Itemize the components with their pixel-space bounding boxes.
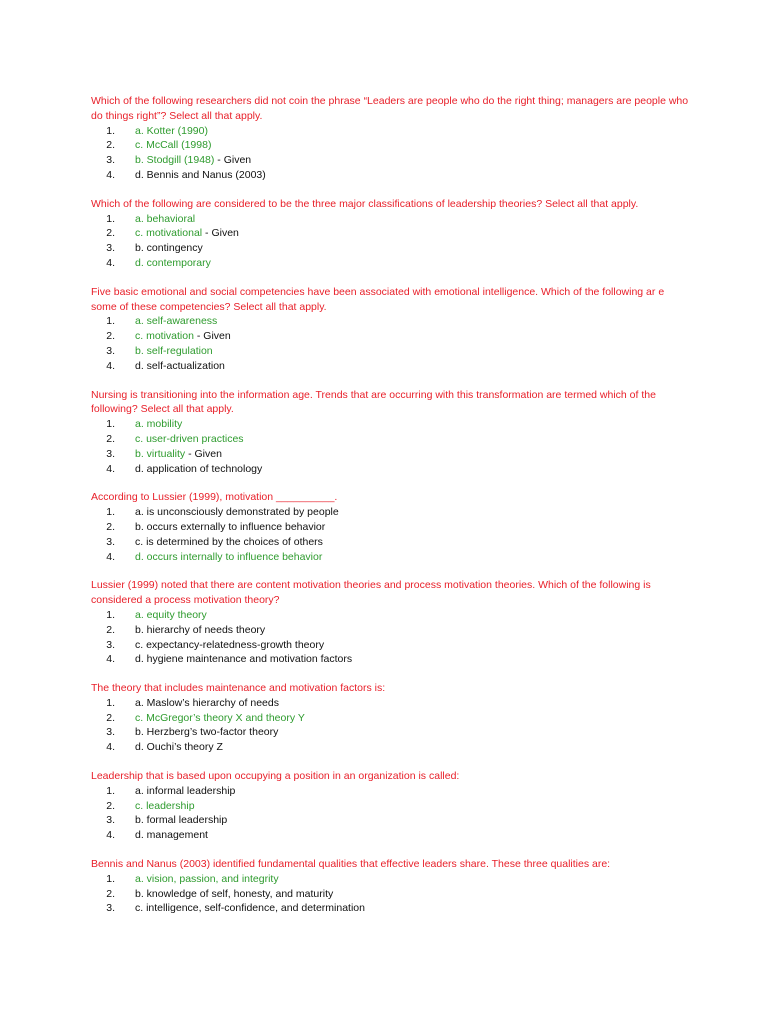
option-list: [91, 212, 691, 271]
given-note: - Given: [193, 330, 231, 343]
option-content: [135, 447, 222, 462]
option-text: d. self-actualization: [135, 359, 225, 372]
list-item: [91, 226, 691, 241]
question-block: [91, 681, 691, 755]
list-item: [91, 901, 691, 916]
list-item: [91, 535, 691, 550]
list-item: [91, 417, 691, 432]
option-number: 1.: [106, 696, 115, 709]
option-content: [135, 711, 305, 726]
list-item: [91, 153, 691, 168]
option-content: [135, 241, 203, 256]
option-text-highlighted: c. leadership: [135, 799, 195, 812]
option-list: [91, 417, 691, 476]
option-number: 2.: [106, 623, 115, 636]
option-content: [135, 623, 265, 638]
option-number: 2.: [106, 799, 115, 812]
option-content: [135, 417, 182, 432]
option-number: 3.: [106, 447, 115, 460]
option-content: [135, 124, 208, 139]
option-number: 1.: [106, 315, 115, 328]
option-text-highlighted: c. motivation: [135, 330, 194, 343]
option-text: b. contingency: [135, 242, 203, 255]
option-text-highlighted: d. contemporary: [135, 256, 211, 269]
option-content: [135, 168, 266, 183]
option-content: [135, 740, 223, 755]
question-text: Nursing is transitioning into the information age. Trends that are occurring with this transformation are termed which of the following? Select all that apply.: [91, 388, 656, 416]
option-number: 4.: [106, 829, 115, 842]
list-item: [91, 828, 691, 843]
option-number: 3.: [106, 638, 115, 651]
list-item: [91, 696, 691, 711]
question-block: [91, 388, 691, 477]
option-number: 2.: [106, 139, 115, 152]
option-content: [135, 872, 279, 887]
option-text: d. Bennis and Nanus (2003): [135, 168, 266, 181]
option-content: [135, 901, 365, 916]
option-text-highlighted: a. equity theory: [135, 608, 207, 621]
option-text-highlighted: c. motivational: [135, 227, 203, 240]
option-content: [135, 813, 227, 828]
option-text: c. intelligence, self-confidence, and determination: [135, 902, 365, 915]
list-item: [91, 256, 691, 271]
option-number: 4.: [106, 168, 115, 181]
option-number: 1.: [106, 418, 115, 431]
list-item: [91, 359, 691, 374]
option-list: [91, 696, 691, 755]
list-item: [91, 784, 691, 799]
option-number: 4.: [106, 741, 115, 754]
question-block: [91, 490, 691, 564]
list-item: [91, 813, 691, 828]
list-item: [91, 462, 691, 477]
option-list: [91, 872, 691, 916]
question-block: [91, 857, 691, 916]
list-item: [91, 505, 691, 520]
option-text-highlighted: a. mobility: [135, 418, 183, 431]
list-item: [91, 432, 691, 447]
list-item: [91, 711, 691, 726]
question-text: Lussier (1999) noted that there are content motivation theories and process motivation theories. Which of the following is considered a process motivation theory?: [91, 579, 651, 607]
list-item: [91, 623, 691, 638]
option-list: [91, 124, 691, 183]
given-note: - Given: [202, 227, 239, 240]
option-text-highlighted: b. Stodgill (1948): [135, 154, 215, 167]
option-text: d. management: [135, 829, 208, 842]
option-list: [91, 608, 691, 667]
option-content: [135, 828, 208, 843]
option-text: d. hygiene maintenance and motivation factors: [135, 653, 353, 666]
option-text: a. is unconsciously demonstrated by people: [135, 506, 339, 519]
option-content: [135, 359, 225, 374]
option-text-highlighted: a. Kotter (1990): [135, 124, 208, 137]
list-item: [91, 344, 691, 359]
option-content: [135, 550, 322, 565]
list-item: [91, 138, 691, 153]
option-number: 4.: [106, 550, 115, 563]
option-number: 3.: [106, 902, 115, 915]
question-block: [91, 197, 691, 271]
option-number: 1.: [106, 872, 115, 885]
option-content: [135, 652, 352, 667]
option-number: 4.: [106, 359, 115, 372]
list-item: [91, 638, 691, 653]
option-content: [135, 799, 195, 814]
option-number: 2.: [106, 432, 115, 445]
option-content: [135, 329, 231, 344]
question-block: [91, 578, 691, 667]
option-content: [135, 153, 251, 168]
option-text: b. occurs externally to influence behavior: [135, 520, 326, 533]
option-content: [135, 535, 323, 550]
given-note: - Given: [214, 154, 252, 167]
option-content: [135, 462, 262, 477]
option-content: [135, 887, 333, 902]
option-number: 3.: [106, 726, 115, 739]
question-text: According to Lussier (1999), motivation __________.: [91, 491, 338, 504]
option-text: b. knowledge of self, honesty, and maturity: [135, 887, 334, 900]
option-text: d. Ouchi’s theory Z: [135, 741, 223, 754]
question-text: Which of the following researchers did not coin the phrase “Leaders are people who do the right thing; managers are people who do things right”? Select all that apply.: [91, 95, 689, 122]
option-list: [91, 784, 691, 843]
list-item: [91, 520, 691, 535]
option-number: 4.: [106, 653, 115, 666]
option-content: [135, 314, 217, 329]
option-text: b. formal leadership: [135, 814, 228, 827]
option-number: 1.: [106, 212, 115, 225]
option-text-highlighted: b. self-regulation: [135, 344, 213, 357]
list-item: [91, 124, 691, 139]
option-number: 3.: [106, 154, 115, 167]
option-text: b. hierarchy of needs theory: [135, 623, 266, 636]
option-text: a. Maslow’s hierarchy of needs: [135, 696, 279, 709]
option-content: [135, 432, 244, 447]
option-content: [135, 226, 239, 241]
option-content: [135, 344, 213, 359]
option-content: [135, 138, 211, 153]
option-number: 3.: [106, 242, 115, 255]
option-content: [135, 784, 235, 799]
given-note: - Given: [185, 447, 222, 460]
list-item: [91, 887, 691, 902]
question-block: [91, 285, 691, 374]
option-number: 1.: [106, 124, 115, 137]
option-number: 3.: [106, 814, 115, 827]
list-item: [91, 212, 691, 227]
question-text: Bennis and Nanus (2003) identified fundamental qualities that effective leaders share. These three qualities are:: [91, 858, 611, 871]
list-item: [91, 608, 691, 623]
option-text: a. informal leadership: [135, 784, 236, 797]
option-number: 2.: [106, 330, 115, 343]
list-item: [91, 314, 691, 329]
option-text: d. application of technology: [135, 462, 263, 475]
option-text-highlighted: a. self-awareness: [135, 315, 218, 328]
option-text-highlighted: b. virtuality: [135, 447, 186, 460]
option-list: [91, 505, 691, 564]
list-item: [91, 168, 691, 183]
question-text: The theory that includes maintenance and motivation factors is:: [91, 682, 386, 695]
option-content: [135, 505, 339, 520]
option-number: 2.: [106, 520, 115, 533]
list-item: [91, 740, 691, 755]
option-content: [135, 256, 211, 271]
option-content: [135, 638, 324, 653]
option-number: 2.: [106, 711, 115, 724]
question-block: [91, 94, 691, 183]
option-number: 4.: [106, 256, 115, 269]
option-text: b. Herzberg’s two-factor theory: [135, 726, 279, 739]
option-text-highlighted: c. McGregor’s theory X and theory Y: [135, 711, 305, 724]
question-text: Leadership that is based upon occupying a position in an organization is called:: [91, 770, 460, 783]
question-list: [91, 94, 691, 930]
option-text-highlighted: d. occurs internally to influence behavior: [135, 550, 323, 563]
option-content: [135, 520, 325, 535]
option-text-highlighted: a. vision, passion, and integrity: [135, 872, 279, 885]
question-text: Five basic emotional and social competencies have been associated with emotional intelligence. Which of the following ar e some of these competencies? Select all that apply.: [91, 285, 665, 313]
option-number: 2.: [106, 887, 115, 900]
option-list: [91, 314, 691, 373]
option-text-highlighted: c. user-driven practices: [135, 432, 244, 445]
option-number: 1.: [106, 506, 115, 519]
option-text-highlighted: a. behavioral: [135, 212, 196, 225]
option-number: 1.: [106, 784, 115, 797]
option-text-highlighted: c. McCall (1998): [135, 139, 212, 152]
list-item: [91, 872, 691, 887]
list-item: [91, 799, 691, 814]
list-item: [91, 725, 691, 740]
option-number: 2.: [106, 227, 115, 240]
option-number: 1.: [106, 608, 115, 621]
option-content: [135, 608, 207, 623]
question-text: Which of the following are considered to be the three major classifications of leadership theories? Select all that apply.: [91, 197, 639, 210]
option-content: [135, 212, 195, 227]
option-content: [135, 725, 278, 740]
question-block: [91, 769, 691, 843]
option-number: 4.: [106, 462, 115, 475]
option-number: 3.: [106, 344, 115, 357]
list-item: [91, 329, 691, 344]
list-item: [91, 550, 691, 565]
option-text: c. is determined by the choices of others: [135, 535, 323, 548]
list-item: [91, 652, 691, 667]
list-item: [91, 447, 691, 462]
option-number: 3.: [106, 535, 115, 548]
option-text: c. expectancy-relatedness-growth theory: [135, 638, 325, 651]
option-content: [135, 696, 279, 711]
list-item: [91, 241, 691, 256]
